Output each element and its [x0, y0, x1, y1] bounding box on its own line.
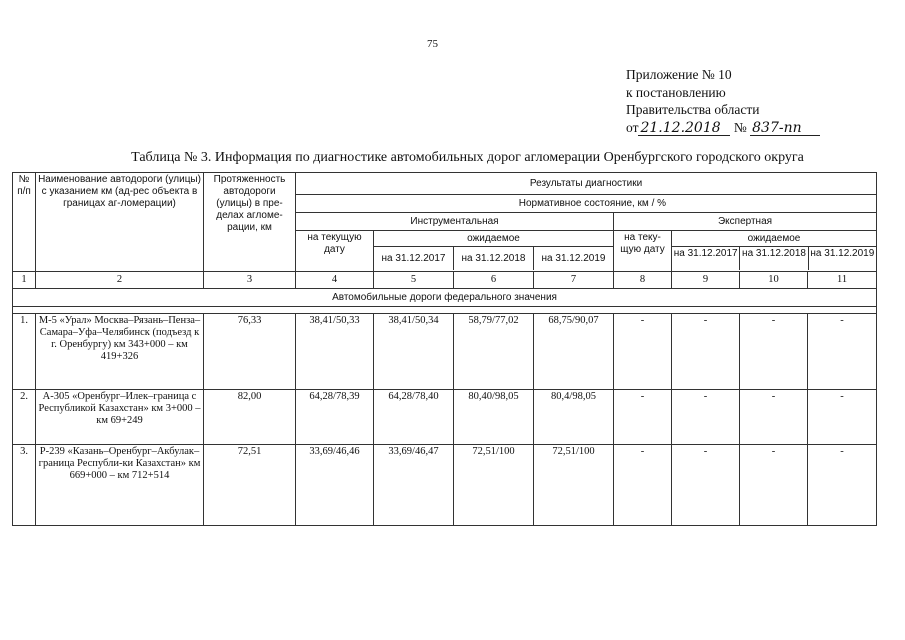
appendix-line-3: Правительства области — [626, 102, 760, 117]
table-row — [13, 390, 877, 445]
column-number: 10 — [740, 272, 808, 289]
number-label: № — [733, 119, 747, 135]
header-instr-date-2017: на 31.12.2017 — [374, 247, 454, 270]
appendix-block — [626, 66, 820, 136]
row-num: 1. — [13, 314, 36, 390]
row-expert-current: - — [614, 445, 672, 526]
row-expert-current: - — [614, 390, 672, 445]
row-instr-2018: 80,40/98,05 — [454, 390, 534, 445]
header-name: Наименование автодороги (улицы) с указанием км (ад-рес объекта в границах аг-ломерации) — [36, 173, 204, 272]
header-instr-date-2019: на 31.12.2019 — [541, 253, 606, 264]
row-instr-2019: 72,51/100 — [534, 445, 614, 526]
header-expected-expert — [672, 231, 877, 272]
row-length: 82,00 — [204, 390, 296, 445]
header-instrumental: Инструментальная — [296, 213, 614, 231]
table-row — [13, 314, 877, 390]
row-instr-2017: 33,69/46,47 — [374, 445, 454, 526]
header-normative: Нормативное состояние, км / % — [296, 195, 877, 213]
row-instr-current: 38,41/50,33 — [296, 314, 374, 390]
column-number: 7 — [534, 272, 614, 289]
header-current-instrumental: на текущую дату — [296, 231, 374, 272]
appendix-date-row — [626, 119, 820, 137]
row-instr-2019: 80,4/98,05 — [534, 390, 614, 445]
from-label: от — [626, 119, 639, 135]
row-instr-current: 64,28/78,39 — [296, 390, 374, 445]
header-expert-date-2018: на 31.12.2018 — [740, 247, 808, 270]
column-number: 1 — [13, 272, 36, 289]
row-expert-2019: - — [808, 314, 877, 390]
appendix-line-2: к постановлению — [626, 84, 726, 100]
expected-label-expert: ожидаемое — [672, 231, 876, 247]
expected-label-instrumental: ожидаемое — [374, 231, 613, 247]
column-number: 4 — [296, 272, 374, 289]
column-number: 2 — [36, 272, 204, 289]
header-length: Протяженность автодороги (улицы) в пре-делах агломе-рации, км — [204, 173, 296, 272]
handwritten-date: 21.12.2018 — [638, 121, 730, 136]
header-expected-instrumental — [374, 231, 614, 272]
column-number: 6 — [454, 272, 534, 289]
row-instr-2017: 64,28/78,40 — [374, 390, 454, 445]
header-expert-date-2017: на 31.12.2017 — [672, 247, 740, 270]
column-numbers-row — [13, 272, 877, 289]
row-road-name: А-305 «Оренбург–Илек–граница с Республикой Казахстан» км 3+000 – км 69+249 — [36, 390, 204, 445]
row-expert-2018: - — [740, 314, 808, 390]
column-number: 8 — [614, 272, 672, 289]
row-instr-2017: 38,41/50,34 — [374, 314, 454, 390]
column-number: 9 — [672, 272, 740, 289]
header-expert-date-2019: на 31.12.2019 — [810, 248, 875, 259]
row-road-name: Р-239 «Казань–Оренбург–Акбулак–граница Республи-ки Казахстан» км 669+000 – км 712+514 — [36, 445, 204, 526]
row-expert-2017: - — [672, 314, 740, 390]
row-instr-2018: 72,51/100 — [454, 445, 534, 526]
header-current-expert: на теку-щую дату — [614, 231, 672, 272]
header-expert: Экспертная — [614, 213, 877, 231]
page-number: 75 — [427, 38, 438, 50]
gap-row — [13, 307, 877, 314]
row-expert-2017: - — [672, 445, 740, 526]
header-num: № п/п — [13, 173, 36, 272]
row-length: 76,33 — [204, 314, 296, 390]
column-number: 11 — [808, 272, 877, 289]
row-expert-current: - — [614, 314, 672, 390]
row-expert-2018: - — [740, 390, 808, 445]
appendix-line-1: Приложение № 10 — [626, 67, 732, 82]
header-results: Результаты диагностики — [296, 173, 877, 195]
section-title: Автомобильные дороги федерального значения — [13, 289, 877, 307]
column-number: 5 — [374, 272, 454, 289]
row-road-name: М-5 «Урал» Москва–Рязань–Пенза–Самара–Уфа–Челябинск (подъезд к г. Оренбургу) км 343+000 – км 419+326 — [36, 314, 204, 390]
row-expert-2019: - — [808, 390, 877, 445]
row-expert-2017: - — [672, 390, 740, 445]
row-num: 3. — [13, 445, 36, 526]
table-title: Таблица № 3. Информация по диагностике автомобильных дорог агломерации Оренбургского городского округа — [131, 150, 804, 165]
column-number: 3 — [204, 272, 296, 289]
row-instr-current: 33,69/46,46 — [296, 445, 374, 526]
table-row — [13, 445, 877, 526]
row-expert-2019: - — [808, 445, 877, 526]
diagnostics-table — [12, 172, 877, 526]
handwritten-number: 837-пп — [750, 121, 820, 136]
row-instr-2018: 58,79/77,02 — [454, 314, 534, 390]
row-instr-2019: 68,75/90,07 — [534, 314, 614, 390]
row-length: 72,51 — [204, 445, 296, 526]
row-num: 2. — [13, 390, 36, 445]
header-instr-date-2018: на 31.12.2018 — [454, 247, 534, 270]
row-expert-2018: - — [740, 445, 808, 526]
